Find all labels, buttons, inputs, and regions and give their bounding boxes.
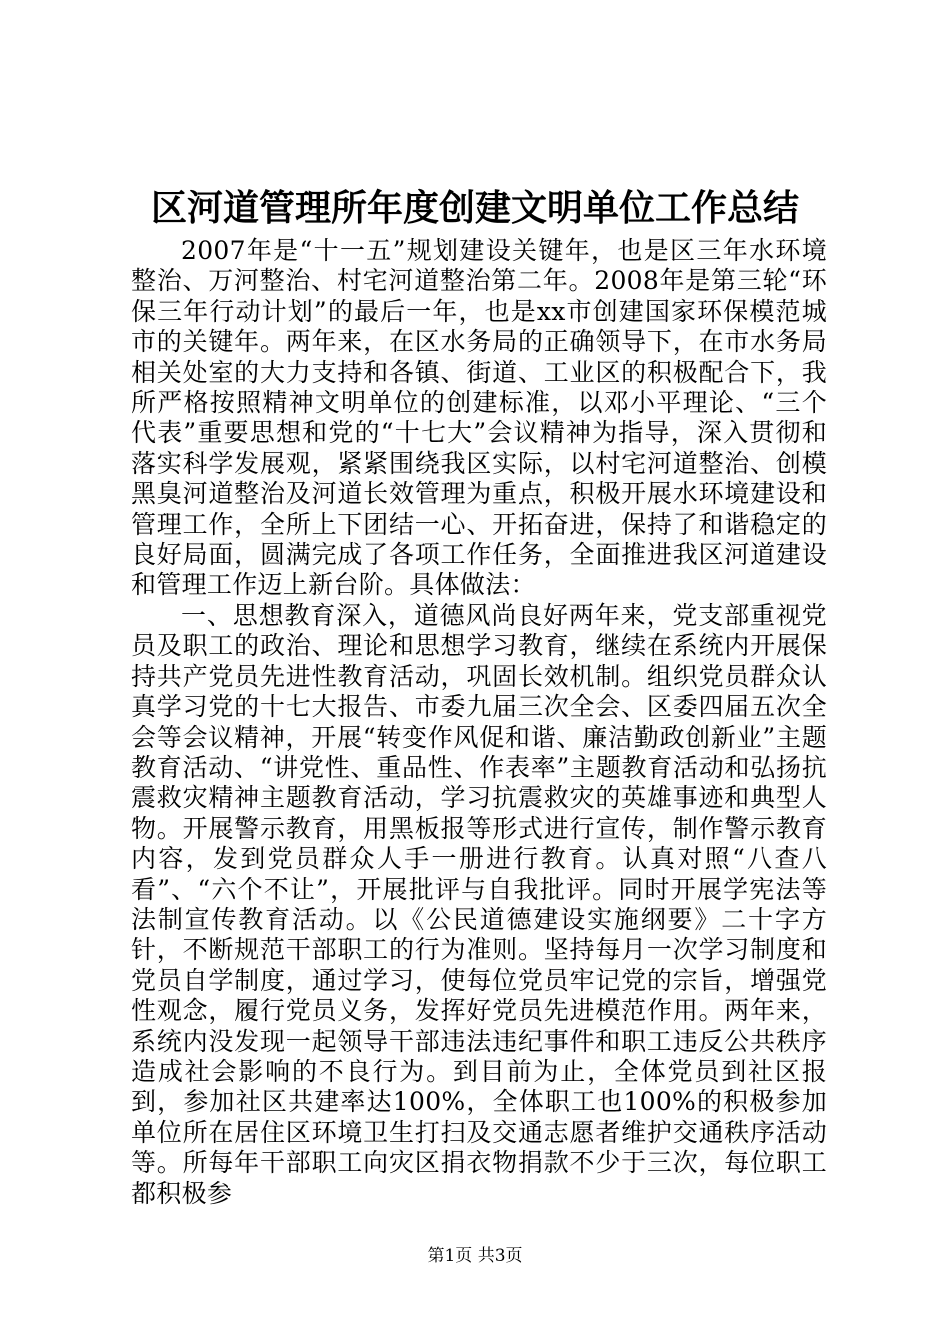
paragraph-intro: 2007年是“十一五”规划建设关键年，也是区三年水环境整治、万河整治、村宅河道整治第二年。2008年是第三轮“环保三年行动计划”的最后一年，也是xx市创建国家环保模范城市的关键年。两年来，在区水务局的正确领导下，在市水务局相关处室的大力支持和各镇、街道、工业区的积极配合下，我所严格按照精神文明单位的创建标准，以邓小平理论、“三个代表”重要思想和党的“十七大”会议精神为指导，深入贯彻和落实科学发展观，紧紧围绕我区实际，以村宅河道整治、创模黑臭河道整治及河道长效管理为重点，积极开展水环境建设和管理工作，全所上下团结一心、开拓奋进，保持了和谐稳定的良好局面，圆满完成了各项工作任务，全面推进我区河道建设和管理工作迈上新台阶。具体做法： <box>131 236 827 600</box>
document-body <box>131 236 827 1209</box>
paragraph-section-one: 一、思想教育深入，道德风尚良好两年来，党支部重视党员及职工的政治、理论和思想学习教育，继续在系统内开展保持共产党员先进性教育活动，巩固长效机制。组织党员群众认真学习党的十七大报告、市委九届三次全会、区委四届五次全会等会议精神，开展“转变作风促和谐、廉洁勤政创新业”主题教育活动、“讲党性、重品性、作表率”主题教育活动和弘扬抗震救灾精神主题教育活动，学习抗震救灾的英雄事迹和典型人物。开展警示教育，用黑板报等形式进行宣传，制作警示教育内容，发到党员群众人手一册进行教育。认真对照“八查八看”、“六个不让”，开展批评与自我批评。同时开展学宪法等法制宣传教育活动。以《公民道德建设实施纲要》二十字方针，不断规范干部职工的行为准则。坚持每月一次学习制度和党员自学制度，通过学习，使每位党员牢记党的宗旨，增强党性观念，履行党员义务，发挥好党员先进模范作用。两年来，系统内没发现一起领导干部违法违纪事件和职工违反公共秩序造成社会影响的不良行为。到目前为止，全体党员到社区报到，参加社区共建率达100%，全体职工也100%的积极参加单位所在居住区环境卫生打扫及交通志愿者维护交通秩序活动等。所每年干部职工向灾区捐衣物捐款不少于三次，每位职工都积极参 <box>131 600 827 1208</box>
document-title: 区河道管理所年度创建文明单位工作总结 <box>150 187 799 229</box>
page-number-footer: 第1页 共3页 <box>427 1246 523 1266</box>
